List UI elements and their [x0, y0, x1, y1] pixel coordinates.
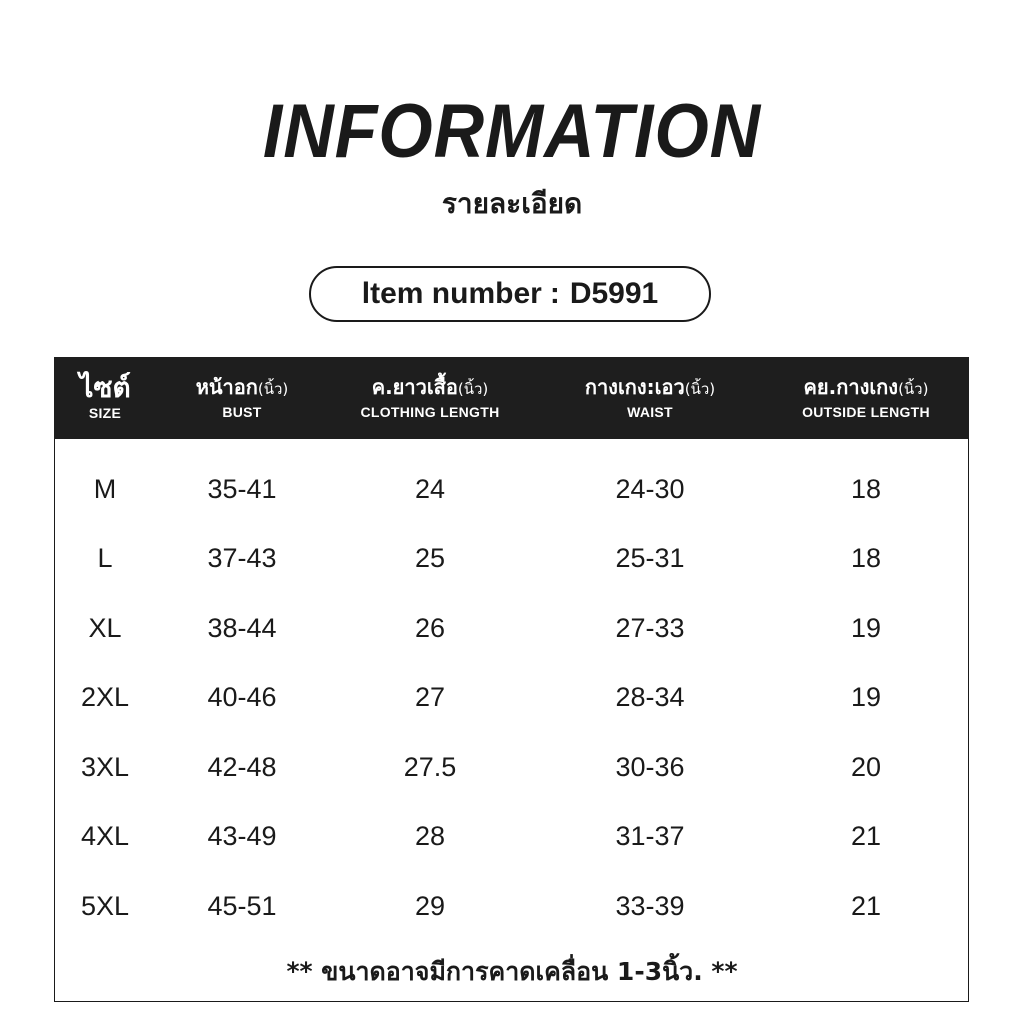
header-bust-label: หน้าอก — [195, 375, 258, 399]
cell-bust: 42-48 — [207, 752, 277, 782]
page-subtitle: รายละเอียด — [441, 187, 583, 220]
header-outside-length-sub: OUTSIDE LENGTH — [802, 404, 930, 420]
header-size-sub: SIZE — [88, 405, 122, 421]
item-number-badge — [309, 266, 711, 322]
cell-size: L — [97, 543, 113, 573]
header-clothing-length-unit: (นิ้ว) — [457, 380, 489, 398]
cell-clothing-length: 27.5 — [403, 752, 457, 782]
header-waist-sub: WAIST — [627, 404, 673, 420]
cell-bust: 40-46 — [207, 682, 277, 712]
cell-size: XL — [88, 613, 122, 643]
table-row — [54, 469, 969, 509]
header-clothing-length-sub: CLOTHING LENGTH — [360, 404, 500, 420]
cell-waist: 31-37 — [615, 821, 685, 851]
cell-waist: 33-39 — [615, 891, 685, 921]
table-row — [54, 816, 969, 856]
item-number-separator: : — [549, 277, 560, 310]
cell-outside-length: 18 — [850, 543, 882, 573]
header-clothing-length — [354, 357, 506, 439]
table-row — [54, 677, 969, 717]
header-waist-label: กางเกง:เอว — [584, 375, 685, 399]
cell-clothing-length: 26 — [414, 613, 446, 643]
cell-clothing-length: 28 — [414, 821, 446, 851]
header-waist-unit: (นิ้ว) — [684, 380, 716, 398]
page-title: INFORMATION — [262, 89, 762, 174]
header-bust-unit: (นิ้ว) — [257, 380, 289, 398]
cell-waist: 28-34 — [615, 682, 685, 712]
cell-clothing-length: 29 — [414, 891, 446, 921]
cell-waist: 27-33 — [615, 613, 685, 643]
cell-outside-length: 20 — [850, 752, 882, 782]
table-row — [54, 886, 969, 926]
cell-clothing-length: 25 — [414, 543, 446, 573]
header-outside-length-label: คย.กางเกง — [803, 375, 899, 399]
header-bust-sub: BUST — [222, 404, 262, 420]
header-outside-length — [796, 357, 936, 439]
header-bust — [171, 357, 313, 439]
cell-waist: 25-31 — [615, 543, 685, 573]
cell-outside-length: 21 — [850, 891, 882, 921]
table-row — [54, 538, 969, 578]
cell-size: 4XL — [80, 821, 130, 851]
cell-waist: 24-30 — [615, 474, 685, 504]
cell-bust: 37-43 — [207, 543, 277, 573]
cell-size: M — [93, 474, 117, 504]
size-table-header — [54, 357, 969, 439]
header-size — [54, 357, 156, 439]
item-number-label: ltem number — [361, 277, 542, 310]
size-disclaimer-note: ** ขนาดอาจมีการคาดเคลื่อน 1-3นิ้ว. ** — [286, 957, 738, 986]
cell-outside-length: 19 — [850, 613, 882, 643]
cell-size: 3XL — [80, 752, 130, 782]
cell-outside-length: 21 — [850, 821, 882, 851]
cell-size: 5XL — [80, 891, 130, 921]
cell-bust: 45-51 — [207, 891, 277, 921]
header-waist — [554, 357, 746, 439]
cell-bust: 43-49 — [207, 821, 277, 851]
cell-waist: 30-36 — [615, 752, 685, 782]
header-clothing-length-label: ค.ยาวเสื้อ — [371, 375, 458, 399]
item-number-value: D5991 — [569, 277, 659, 310]
table-row — [54, 608, 969, 648]
table-row — [54, 747, 969, 787]
cell-clothing-length: 27 — [414, 682, 446, 712]
header-size-label: ไซต์ — [79, 371, 131, 404]
cell-bust: 35-41 — [207, 474, 277, 504]
cell-clothing-length: 24 — [414, 474, 446, 504]
cell-outside-length: 18 — [850, 474, 882, 504]
cell-size: 2XL — [80, 682, 130, 712]
cell-outside-length: 19 — [850, 682, 882, 712]
cell-bust: 38-44 — [207, 613, 277, 643]
header-outside-length-unit: (นิ้ว) — [898, 380, 929, 398]
